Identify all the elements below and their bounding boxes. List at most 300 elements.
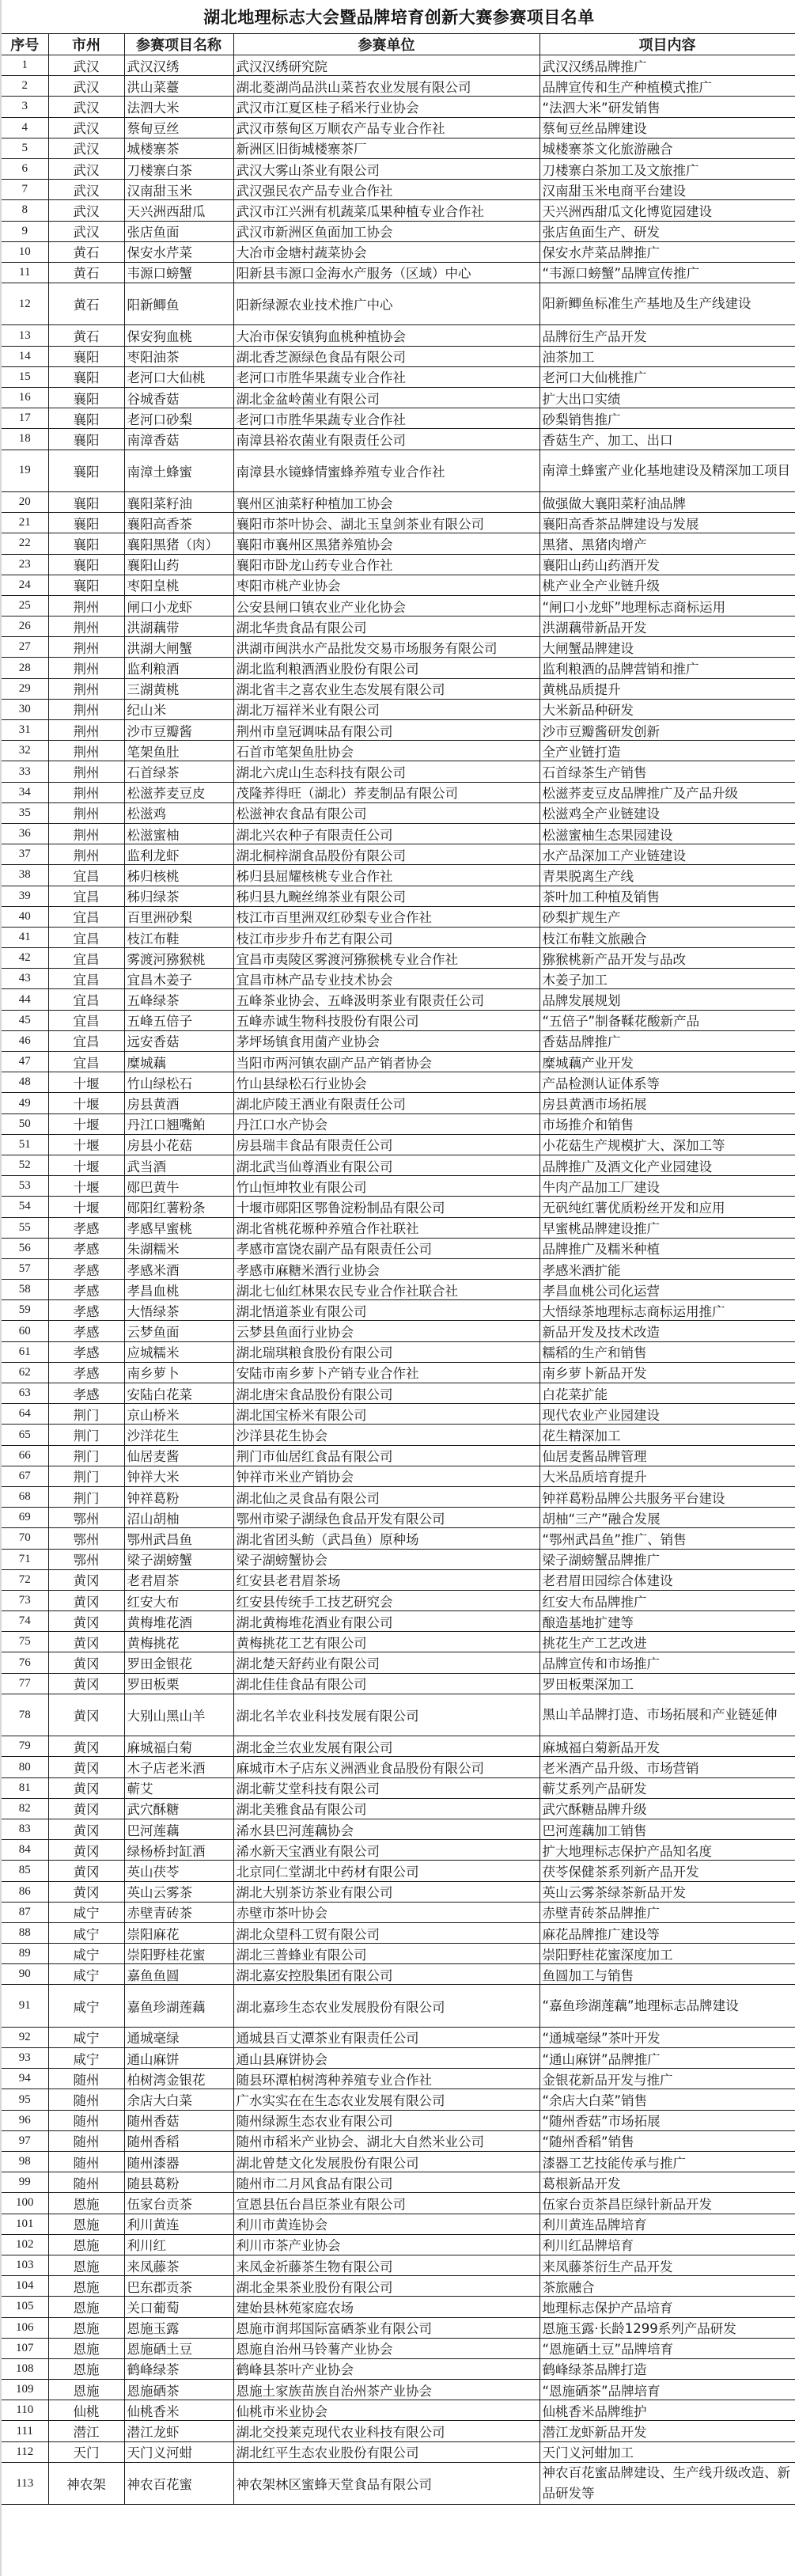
cell-number: 29 bbox=[2, 678, 48, 699]
cell-project-name: 天门义河蚶 bbox=[124, 2441, 233, 2462]
cell-unit: 湖北美雅食品有限公司 bbox=[233, 1798, 539, 1819]
cell-content: 张店鱼面生产、研发 bbox=[539, 221, 795, 241]
cell-number: 34 bbox=[2, 782, 48, 802]
cell-unit: 阳新绿源农业技术推广中心 bbox=[233, 283, 539, 325]
cell-number: 75 bbox=[2, 1632, 48, 1652]
cell-city: 孝感 bbox=[48, 1341, 124, 1362]
cell-city: 天门 bbox=[48, 2441, 124, 2462]
cell-number: 49 bbox=[2, 1093, 48, 1113]
table-row bbox=[2, 1694, 795, 1736]
table-row bbox=[2, 491, 795, 512]
cell-unit: 五峰赤诚生物科技股份有限公司 bbox=[233, 1010, 539, 1030]
cell-city: 宜昌 bbox=[48, 948, 124, 969]
cell-project-name: 孝感米酒 bbox=[124, 1258, 233, 1279]
cell-content: 香菇品牌推广 bbox=[539, 1030, 795, 1051]
cell-project-name: 大悟绿茶 bbox=[124, 1300, 233, 1321]
page-title: 湖北地理标志大会暨品牌培育创新大赛参赛项目名单 bbox=[203, 7, 595, 27]
cell-unit: 湖北众望科工贸有限公司 bbox=[233, 1922, 539, 1943]
cell-city: 黄冈 bbox=[48, 1736, 124, 1757]
cell-city: 孝感 bbox=[48, 1280, 124, 1300]
table-row bbox=[2, 2276, 795, 2297]
cell-unit: 湖北庐陵王酒业有限责任公司 bbox=[233, 1093, 539, 1113]
cell-unit: 湖北名羊农业科技发展有限公司 bbox=[233, 1694, 539, 1736]
cell-project-name: 韦源口螃蟹 bbox=[124, 262, 233, 283]
cell-city: 荆州 bbox=[48, 616, 124, 637]
cell-number: 110 bbox=[2, 2400, 48, 2421]
cell-city: 武汉 bbox=[48, 221, 124, 241]
cell-content: 伍家台贡茶昌臣绿针新品开发 bbox=[539, 2193, 795, 2214]
cell-unit: 湖北仙之灵食品有限公司 bbox=[233, 1486, 539, 1507]
cell-city: 十堰 bbox=[48, 1113, 124, 1134]
cell-content: 水产品深加工产业链建设 bbox=[539, 844, 795, 865]
cell-city: 荆州 bbox=[48, 658, 124, 678]
cell-number: 13 bbox=[2, 325, 48, 346]
cell-project-name: 沼山胡柚 bbox=[124, 1508, 233, 1528]
table-row bbox=[2, 2338, 795, 2358]
cell-content: 神农百花蜜品牌建设、生产线升级改造、新品研发等 bbox=[539, 2462, 795, 2504]
cell-city: 荆州 bbox=[48, 637, 124, 658]
cell-city: 黄冈 bbox=[48, 1840, 124, 1861]
cell-unit: 当阳市两河镇农副产品产销者协会 bbox=[233, 1052, 539, 1072]
cell-project-name: 黄梅堆花酒 bbox=[124, 1611, 233, 1632]
cell-unit: 来凤金祈藤茶生物有限公司 bbox=[233, 2255, 539, 2275]
table-row bbox=[2, 2380, 795, 2400]
table-row bbox=[2, 1238, 795, 1258]
cell-project-name: 监利龙虾 bbox=[124, 844, 233, 865]
cell-content: 松滋荞麦豆皮品牌推广及产品升级 bbox=[539, 782, 795, 802]
cell-project-name: 钟祥葛粉 bbox=[124, 1486, 233, 1507]
cell-unit: 神农架林区蜜蜂天堂食品有限公司 bbox=[233, 2462, 539, 2504]
cell-project-name: 应城糯米 bbox=[124, 1341, 233, 1362]
cell-unit: 宜昌市夷陵区雾渡河猕猴桃专业合作社 bbox=[233, 948, 539, 969]
cell-unit: 湖北省丰之喜农业生态发展有限公司 bbox=[233, 678, 539, 699]
cell-unit: 竹山恒坤牧业有限公司 bbox=[233, 1176, 539, 1197]
cell-number: 105 bbox=[2, 2297, 48, 2317]
cell-number: 39 bbox=[2, 886, 48, 906]
cell-project-name: 洪山菜薹 bbox=[124, 76, 233, 97]
cell-project-name: 沙洋花生 bbox=[124, 1425, 233, 1445]
cell-project-name: 三湖黄桃 bbox=[124, 678, 233, 699]
cell-project-name: 云梦鱼面 bbox=[124, 1321, 233, 1341]
cell-unit: 南漳县水镜蜂情蜜蜂养殖专业合作社 bbox=[233, 450, 539, 491]
cell-project-name: 恩施玉露 bbox=[124, 2317, 233, 2338]
cell-project-name: 闸口小龙虾 bbox=[124, 595, 233, 616]
cell-unit: 随州市二月风食品有限公司 bbox=[233, 2172, 539, 2193]
table-row bbox=[2, 1280, 795, 1300]
cell-project-name: 城楼寨茶 bbox=[124, 138, 233, 158]
cell-city: 荆州 bbox=[48, 678, 124, 699]
cell-city: 鄂州 bbox=[48, 1549, 124, 1569]
table-row bbox=[2, 2400, 795, 2421]
cell-content: 产品检测认证体系等 bbox=[539, 1072, 795, 1093]
cell-city: 咸宁 bbox=[48, 2027, 124, 2047]
table-row bbox=[2, 1404, 795, 1425]
cell-unit: 随州市稻米产业协会、湖北大自然米业公司 bbox=[233, 2130, 539, 2151]
cell-content: “通山麻饼”品牌推广 bbox=[539, 2048, 795, 2069]
cell-city: 恩施 bbox=[48, 2255, 124, 2275]
cell-content: 黑山羊品牌打造、市场拓展和产业链延伸 bbox=[539, 1694, 795, 1736]
cell-content: 老河口大仙桃推广 bbox=[539, 366, 795, 387]
table-row bbox=[2, 1258, 795, 1279]
cell-city: 黄冈 bbox=[48, 1632, 124, 1652]
cell-content: 来凤藤茶衍生产品开发 bbox=[539, 2255, 795, 2275]
cell-content: 孝昌血桃公司化运营 bbox=[539, 1280, 795, 1300]
cell-city: 十堰 bbox=[48, 1197, 124, 1217]
cell-city: 武汉 bbox=[48, 138, 124, 158]
cell-content: 花生精深加工 bbox=[539, 1425, 795, 1445]
cell-number: 27 bbox=[2, 637, 48, 658]
column-header-number: 序号 bbox=[2, 34, 48, 55]
cell-number: 86 bbox=[2, 1881, 48, 1902]
cell-city: 襄阳 bbox=[48, 533, 124, 554]
table-row bbox=[2, 429, 795, 450]
cell-content: 茶叶加工种植及销售 bbox=[539, 886, 795, 906]
cell-number: 55 bbox=[2, 1217, 48, 1238]
table-row bbox=[2, 678, 795, 699]
cell-content: 崇阳野桂花蜜深度加工 bbox=[539, 1944, 795, 1964]
cell-number: 50 bbox=[2, 1113, 48, 1134]
cell-content: “通城毫绿”茶叶开发 bbox=[539, 2027, 795, 2047]
cell-unit: 新洲区旧街城楼寨茶厂 bbox=[233, 138, 539, 158]
cell-unit: 武汉市江夏区桂子稻米行业协会 bbox=[233, 97, 539, 117]
cell-number: 72 bbox=[2, 1569, 48, 1590]
cell-number: 81 bbox=[2, 1777, 48, 1798]
cell-city: 黄冈 bbox=[48, 1777, 124, 1798]
table-row bbox=[2, 2297, 795, 2317]
cell-unit: 武汉大雾山茶业有限公司 bbox=[233, 158, 539, 179]
cell-unit: 湖北六虎山生态科技有限公司 bbox=[233, 761, 539, 782]
cell-city: 孝感 bbox=[48, 1217, 124, 1238]
cell-number: 10 bbox=[2, 241, 48, 262]
cell-number: 45 bbox=[2, 1010, 48, 1030]
cell-number: 101 bbox=[2, 2214, 48, 2234]
cell-number: 98 bbox=[2, 2152, 48, 2172]
table-row bbox=[2, 741, 795, 761]
cell-content: 糯稻的生产和销售 bbox=[539, 1341, 795, 1362]
cell-city: 襄阳 bbox=[48, 429, 124, 450]
cell-number: 112 bbox=[2, 2441, 48, 2462]
cell-content: 恩施玉露·长龄1299系列产品研发 bbox=[539, 2317, 795, 2338]
cell-project-name: 阳新鲫鱼 bbox=[124, 283, 233, 325]
cell-content: 沙市豆瓣酱研发创新 bbox=[539, 720, 795, 741]
cell-city: 荆门 bbox=[48, 1425, 124, 1445]
table-row bbox=[2, 2462, 795, 2504]
cell-content: 品牌推广及糯米种植 bbox=[539, 1238, 795, 1258]
cell-city: 宜昌 bbox=[48, 1010, 124, 1030]
table-row bbox=[2, 1736, 795, 1757]
cell-city: 鄂州 bbox=[48, 1508, 124, 1528]
table-row bbox=[2, 1881, 795, 1902]
cell-unit: 湖北瑞琪粮食股份有限公司 bbox=[233, 1341, 539, 1362]
cell-unit: 湖北悟道茶业有限公司 bbox=[233, 1300, 539, 1321]
cell-project-name: 枣阳油茶 bbox=[124, 346, 233, 366]
cell-number: 107 bbox=[2, 2338, 48, 2358]
cell-number: 69 bbox=[2, 1508, 48, 1528]
cell-content: 大米新品种研发 bbox=[539, 699, 795, 719]
cell-project-name: 百里洲砂梨 bbox=[124, 906, 233, 927]
cell-project-name: 嘉鱼鱼圆 bbox=[124, 1964, 233, 1985]
cell-unit: 大冶市金塘村蔬菜协会 bbox=[233, 241, 539, 262]
cell-city: 武汉 bbox=[48, 158, 124, 179]
cell-project-name: 谷城香菇 bbox=[124, 388, 233, 408]
cell-content: 小花菇生产规模扩大、深加工等 bbox=[539, 1134, 795, 1155]
table-row bbox=[2, 575, 795, 595]
cell-project-name: 襄阳黑猪（肉） bbox=[124, 533, 233, 554]
cell-number: 53 bbox=[2, 1176, 48, 1197]
cell-project-name: 石首绿茶 bbox=[124, 761, 233, 782]
cell-content: 钟祥葛粉品牌公共服务平台建设 bbox=[539, 1486, 795, 1507]
cell-city: 随州 bbox=[48, 2130, 124, 2151]
cell-city: 荆门 bbox=[48, 1445, 124, 1466]
cell-project-name: 安陆白花菜 bbox=[124, 1383, 233, 1404]
cell-unit: 荆州市皇冠调味品有限公司 bbox=[233, 720, 539, 741]
cell-project-name: 沙市豆瓣酱 bbox=[124, 720, 233, 741]
cell-number: 94 bbox=[2, 2069, 48, 2089]
cell-number: 32 bbox=[2, 741, 48, 761]
cell-project-name: 武当酒 bbox=[124, 1155, 233, 1175]
cell-project-name: 柏树湾金银花 bbox=[124, 2069, 233, 2089]
cell-content: 漆器工艺技能传承与推广 bbox=[539, 2152, 795, 2172]
cell-number: 88 bbox=[2, 1922, 48, 1943]
cell-city: 武汉 bbox=[48, 200, 124, 221]
cell-content: 梁子湖螃蟹品牌推广 bbox=[539, 1549, 795, 1569]
cell-content: 新品开发及技术改造 bbox=[539, 1321, 795, 1341]
cell-project-name: 纪山米 bbox=[124, 699, 233, 719]
cell-number: 78 bbox=[2, 1694, 48, 1736]
table-row bbox=[2, 1861, 795, 1881]
cell-content: 猕猴桃新产品开发与品改 bbox=[539, 948, 795, 969]
cell-number: 90 bbox=[2, 1964, 48, 1985]
cell-content: 扩大出口实绩 bbox=[539, 388, 795, 408]
cell-content: 鹤峰绿茶品牌打造 bbox=[539, 2358, 795, 2379]
cell-unit: 湖北交投莱克现代农业科技有限公司 bbox=[233, 2421, 539, 2441]
cell-content: 桃产业全产业链升级 bbox=[539, 575, 795, 595]
cell-number: 61 bbox=[2, 1341, 48, 1362]
cell-project-name: 利川黄连 bbox=[124, 2214, 233, 2234]
cell-city: 鄂州 bbox=[48, 1528, 124, 1549]
cell-content: 松滋鸡全产业链建设 bbox=[539, 802, 795, 823]
cell-number: 79 bbox=[2, 1736, 48, 1757]
cell-project-name: 仙居麦酱 bbox=[124, 1445, 233, 1466]
cell-city: 恩施 bbox=[48, 2358, 124, 2379]
cell-project-name: 郧阳红薯粉条 bbox=[124, 1197, 233, 1217]
cell-city: 随州 bbox=[48, 2089, 124, 2110]
cell-unit: 宜昌市林产品专业技术协会 bbox=[233, 969, 539, 989]
table-row bbox=[2, 97, 795, 117]
cell-content: “恩施硒土豆”品牌培育 bbox=[539, 2338, 795, 2358]
cell-unit: 湖北桐梓湖食品股份有限公司 bbox=[233, 844, 539, 865]
cell-number: 3 bbox=[2, 97, 48, 117]
cell-unit: 黄梅挑花工艺有限公司 bbox=[233, 1632, 539, 1652]
cell-project-name: 绿杨桥封缸酒 bbox=[124, 1840, 233, 1861]
table-row bbox=[2, 76, 795, 97]
cell-project-name: 郧巴黄牛 bbox=[124, 1176, 233, 1197]
cell-unit: 麻城市木子店东义洲酒业食品股份有限公司 bbox=[233, 1757, 539, 1777]
cell-number: 18 bbox=[2, 429, 48, 450]
cell-project-name: 钟祥大米 bbox=[124, 1466, 233, 1486]
table-row bbox=[2, 2130, 795, 2151]
cell-project-name: 潜江龙虾 bbox=[124, 2421, 233, 2441]
cell-content: “余店大白菜”销售 bbox=[539, 2089, 795, 2110]
cell-city: 咸宁 bbox=[48, 1922, 124, 1943]
cell-number: 58 bbox=[2, 1280, 48, 1300]
cell-number: 20 bbox=[2, 491, 48, 512]
cell-content: 油茶加工 bbox=[539, 346, 795, 366]
table-row bbox=[2, 450, 795, 491]
cell-number: 85 bbox=[2, 1861, 48, 1881]
table-row bbox=[2, 2193, 795, 2214]
cell-unit: 房县瑞丰食品有限责任公司 bbox=[233, 1134, 539, 1155]
cell-city: 荆州 bbox=[48, 782, 124, 802]
cell-unit: 枝江市百里洲双红砂梨专业合作社 bbox=[233, 906, 539, 927]
cell-unit: 秭归县屈耀核桃专业合作社 bbox=[233, 865, 539, 886]
cell-project-name: 蔡甸豆丝 bbox=[124, 117, 233, 138]
table-row bbox=[2, 2152, 795, 2172]
cell-content: 砂梨扩规生产 bbox=[539, 906, 795, 927]
cell-project-name: 恩施硒土豆 bbox=[124, 2338, 233, 2358]
cell-number: 56 bbox=[2, 1238, 48, 1258]
cell-project-name: 监利粮酒 bbox=[124, 658, 233, 678]
cell-city: 黄冈 bbox=[48, 1611, 124, 1632]
cell-city: 襄阳 bbox=[48, 346, 124, 366]
cell-unit: 北京同仁堂湖北中药材有限公司 bbox=[233, 1861, 539, 1881]
cell-content: 现代农业产业园建设 bbox=[539, 1404, 795, 1425]
cell-content: 利川黄连品牌培育 bbox=[539, 2214, 795, 2234]
cell-unit: 十堰市郧阳区鄂鲁淀粉制品有限公司 bbox=[233, 1197, 539, 1217]
cell-content: “闸口小龙虾”地理标志商标运用 bbox=[539, 595, 795, 616]
table-row bbox=[2, 2172, 795, 2193]
cell-content: 英山云雾茶绿茶新品开发 bbox=[539, 1881, 795, 1902]
cell-city: 随州 bbox=[48, 2069, 124, 2089]
cell-content: 品牌宣传和生产种植模式推广 bbox=[539, 76, 795, 97]
cell-unit: 湖北大别茶访茶业有限公司 bbox=[233, 1881, 539, 1902]
cell-city: 黄冈 bbox=[48, 1757, 124, 1777]
cell-unit: 安陆市南乡萝卜产销专业合作社 bbox=[233, 1362, 539, 1383]
cell-number: 6 bbox=[2, 158, 48, 179]
table-row bbox=[2, 2255, 795, 2275]
cell-number: 38 bbox=[2, 865, 48, 886]
cell-project-name: 笔架鱼肚 bbox=[124, 741, 233, 761]
cell-city: 黄冈 bbox=[48, 1798, 124, 1819]
cell-unit: 宣恩县伍台昌臣茶业有限公司 bbox=[233, 2193, 539, 2214]
cell-project-name: 保安水芹菜 bbox=[124, 241, 233, 262]
cell-city: 荆州 bbox=[48, 741, 124, 761]
cell-number: 47 bbox=[2, 1052, 48, 1072]
cell-unit: 丹江口水产协会 bbox=[233, 1113, 539, 1134]
cell-unit: 鄂州市梁子湖绿色食品开发有限公司 bbox=[233, 1508, 539, 1528]
cell-number: 57 bbox=[2, 1258, 48, 1279]
cell-number: 96 bbox=[2, 2110, 48, 2130]
cell-project-name: 木子店老米酒 bbox=[124, 1757, 233, 1777]
cell-city: 黄冈 bbox=[48, 1819, 124, 1839]
cell-city: 黄石 bbox=[48, 241, 124, 262]
cell-content: 红安大布品牌推广 bbox=[539, 1590, 795, 1610]
cell-content: 刀楼寨白茶加工及文旅推广 bbox=[539, 158, 795, 179]
cell-number: 84 bbox=[2, 1840, 48, 1861]
cell-project-name: 巴东郡贡茶 bbox=[124, 2276, 233, 2297]
table-row bbox=[2, 346, 795, 366]
cell-number: 70 bbox=[2, 1528, 48, 1549]
cell-content: 巴河莲藕加工销售 bbox=[539, 1819, 795, 1839]
cell-number: 63 bbox=[2, 1383, 48, 1404]
cell-number: 65 bbox=[2, 1425, 48, 1445]
cell-number: 25 bbox=[2, 595, 48, 616]
cell-project-name: 老河口砂梨 bbox=[124, 408, 233, 429]
cell-unit: 襄阳市茶叶协会、湖北玉皇剑茶业有限公司 bbox=[233, 513, 539, 533]
cell-unit: 湖北红平生态农业股份有限公司 bbox=[233, 2441, 539, 2462]
cell-number: 103 bbox=[2, 2255, 48, 2275]
cell-city: 孝感 bbox=[48, 1258, 124, 1279]
cell-content: 潜江龙虾新品开发 bbox=[539, 2421, 795, 2441]
cell-project-name: 神农百花蜜 bbox=[124, 2462, 233, 2504]
table-row bbox=[2, 595, 795, 616]
table-body bbox=[2, 55, 795, 2505]
cell-number: 95 bbox=[2, 2089, 48, 2110]
cell-city: 恩施 bbox=[48, 2317, 124, 2338]
cell-content: 金银花新品开发与推广 bbox=[539, 2069, 795, 2089]
cell-content: 天门义河蚶加工 bbox=[539, 2441, 795, 2462]
cell-project-name: 来凤藤茶 bbox=[124, 2255, 233, 2275]
cell-unit: 茂隆荞得旺（湖北）荞麦制品有限公司 bbox=[233, 782, 539, 802]
table-row bbox=[2, 1383, 795, 1404]
cell-number: 14 bbox=[2, 346, 48, 366]
cell-number: 22 bbox=[2, 533, 48, 554]
table-row bbox=[2, 1611, 795, 1632]
cell-number: 33 bbox=[2, 761, 48, 782]
cell-city: 黄冈 bbox=[48, 1569, 124, 1590]
cell-city: 宜昌 bbox=[48, 989, 124, 1010]
cell-content: 蔡甸豆丝品牌建设 bbox=[539, 117, 795, 138]
cell-number: 23 bbox=[2, 554, 48, 575]
cell-city: 黄冈 bbox=[48, 1673, 124, 1694]
cell-unit: 云梦县鱼面行业协会 bbox=[233, 1321, 539, 1341]
cell-number: 8 bbox=[2, 200, 48, 221]
cell-unit: 广水实实在在生态农业发展有限公司 bbox=[233, 2089, 539, 2110]
cell-project-name: 朱湖糯米 bbox=[124, 1238, 233, 1258]
column-header-city: 市州 bbox=[48, 34, 124, 55]
table-row bbox=[2, 2214, 795, 2234]
cell-unit: 孝感市麻糖米酒行业协会 bbox=[233, 1258, 539, 1279]
cell-content: 无矾纯红薯优质粉丝开发和应用 bbox=[539, 1197, 795, 1217]
table-row bbox=[2, 1757, 795, 1777]
cell-number: 19 bbox=[2, 450, 48, 491]
cell-number: 51 bbox=[2, 1134, 48, 1155]
cell-project-name: 麻城福白菊 bbox=[124, 1736, 233, 1757]
cell-city: 荆门 bbox=[48, 1466, 124, 1486]
cell-city: 恩施 bbox=[48, 2380, 124, 2400]
cell-content: 品牌衍生产品开发 bbox=[539, 325, 795, 346]
cell-city: 仙桃 bbox=[48, 2400, 124, 2421]
cell-unit: 襄阳市襄州区黑猪养殖协会 bbox=[233, 533, 539, 554]
cell-unit: 秭归县九畹丝绵茶业有限公司 bbox=[233, 886, 539, 906]
cell-number: 44 bbox=[2, 989, 48, 1010]
cell-city: 随州 bbox=[48, 2110, 124, 2130]
cell-project-name: 孝感早蜜桃 bbox=[124, 1217, 233, 1238]
cell-content: 南漳土蜂蜜产业化基地建设及精深加工项目 bbox=[539, 450, 795, 491]
cell-unit: 老河口市胜华果蔬专业合作社 bbox=[233, 366, 539, 387]
cell-project-name: 五峰绿茶 bbox=[124, 989, 233, 1010]
table-row bbox=[2, 158, 795, 179]
cell-number: 113 bbox=[2, 2462, 48, 2504]
cell-unit: 浠水县巴河莲藕协会 bbox=[233, 1819, 539, 1839]
cell-unit: 湖北兴农种子有限责任公司 bbox=[233, 823, 539, 844]
cell-project-name: 罗田金银花 bbox=[124, 1652, 233, 1673]
table-row bbox=[2, 1341, 795, 1362]
cell-unit: 沙洋县花生协会 bbox=[233, 1425, 539, 1445]
table-row bbox=[2, 513, 795, 533]
cell-number: 48 bbox=[2, 1072, 48, 1093]
cell-project-name: 松滋荞麦豆皮 bbox=[124, 782, 233, 802]
